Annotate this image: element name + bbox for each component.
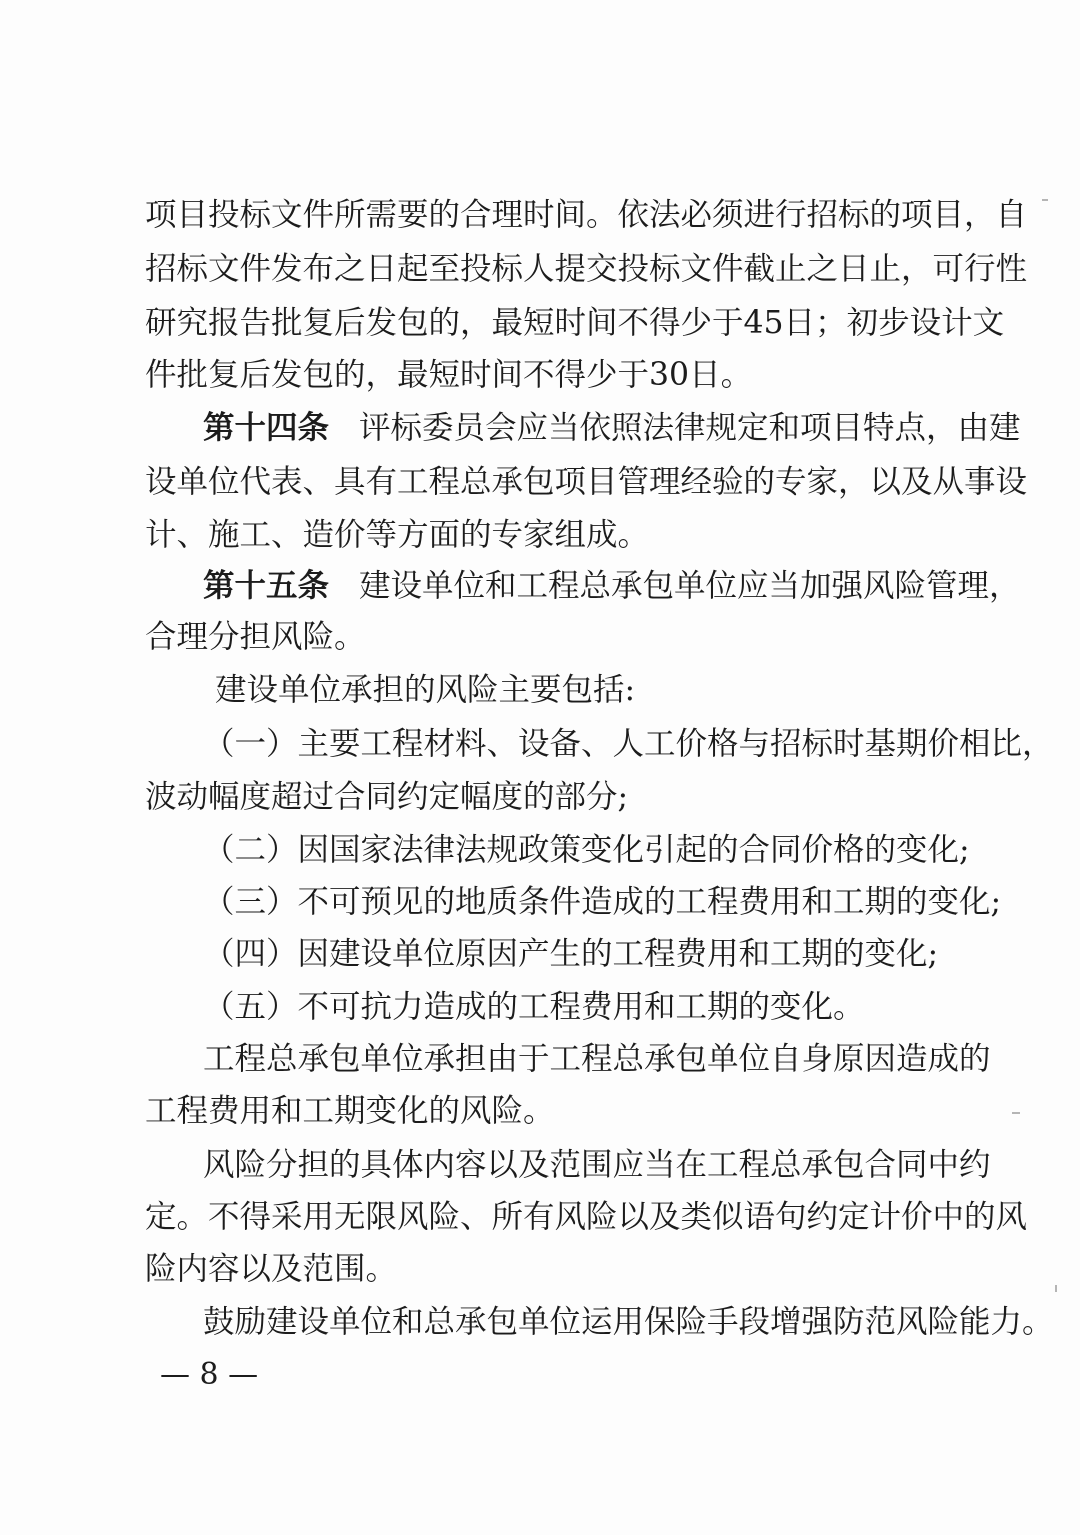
scan-speck (1055, 1285, 1057, 1292)
article-15-text: 建设单位和工程总承包单位应当加强风险管理， (359, 568, 1021, 604)
article-15-heading: 第十五条 (203, 567, 330, 604)
risk-item: （一）主要工程材料、设备、人工价格与招标时基期价相比， (203, 726, 1054, 762)
article-14-line-1 (145, 403, 1021, 453)
contractor-risk-line: 工程费用和工期变化的风险。 (145, 1093, 555, 1129)
contractor-risk-line: 工程总承包单位承担由于工程总承包单位自身原因造成的 (203, 1041, 991, 1077)
risk-item: （三）不可预见的地质条件造成的工程费用和工期的变化; (203, 884, 1002, 920)
risk-allocation-line: 风险分担的具体内容以及范围应当在工程总承包合同中约 (203, 1147, 991, 1183)
owner-risk-intro: 建设单位承担的风险主要包括: (215, 672, 636, 708)
article-14-text: 评标委员会应当依照法律规定和项目特点，由建 (359, 410, 1021, 446)
risk-allocation-line: 险内容以及范围。 (145, 1251, 398, 1287)
paragraph-line: 设单位代表、具有工程总承包项目管理经验的专家，以及从事设 (145, 464, 1028, 500)
risk-item-continued: 波动幅度超过合同约定幅度的部分; (145, 779, 629, 815)
article-14-heading: 第十四条 (203, 409, 330, 446)
paragraph-line: 项目投标文件所需要的合理时间。依法必须进行招标的项目，自 (145, 197, 1028, 233)
risk-item: （四）因建设单位原因产生的工程费用和工期的变化; (203, 936, 939, 972)
risk-item: （二）因国家法律法规政策变化引起的合同价格的变化; (203, 832, 970, 868)
paragraph-line: 计、施工、造价等方面的专家组成。 (145, 517, 650, 553)
paragraph-line: 件批复后发包的，最短时间不得少于30日。 (145, 357, 753, 393)
paragraph-line: 研究报告批复后发包的，最短时间不得少于45日；初步设计文 (145, 305, 1005, 341)
scan-speck (1012, 1112, 1020, 1114)
risk-allocation-line: 定。不得采用无限风险、所有风险以及类似语句约定计价中的风 (145, 1199, 1028, 1235)
paragraph-line: 合理分担风险。 (145, 619, 366, 655)
risk-item: （五）不可抗力造成的工程费用和工期的变化。 (203, 989, 865, 1025)
article-15-line-1 (145, 561, 1021, 611)
scan-speck (1042, 199, 1048, 201)
paragraph-line: 招标文件发布之日起至投标人提交投标文件截止之日止，可行性 (145, 251, 1028, 287)
insurance-line: 鼓励建设单位和总承包单位运用保险手段增强防范风险能力。 (203, 1304, 1054, 1340)
page-number: — 8 — (160, 1357, 259, 1392)
